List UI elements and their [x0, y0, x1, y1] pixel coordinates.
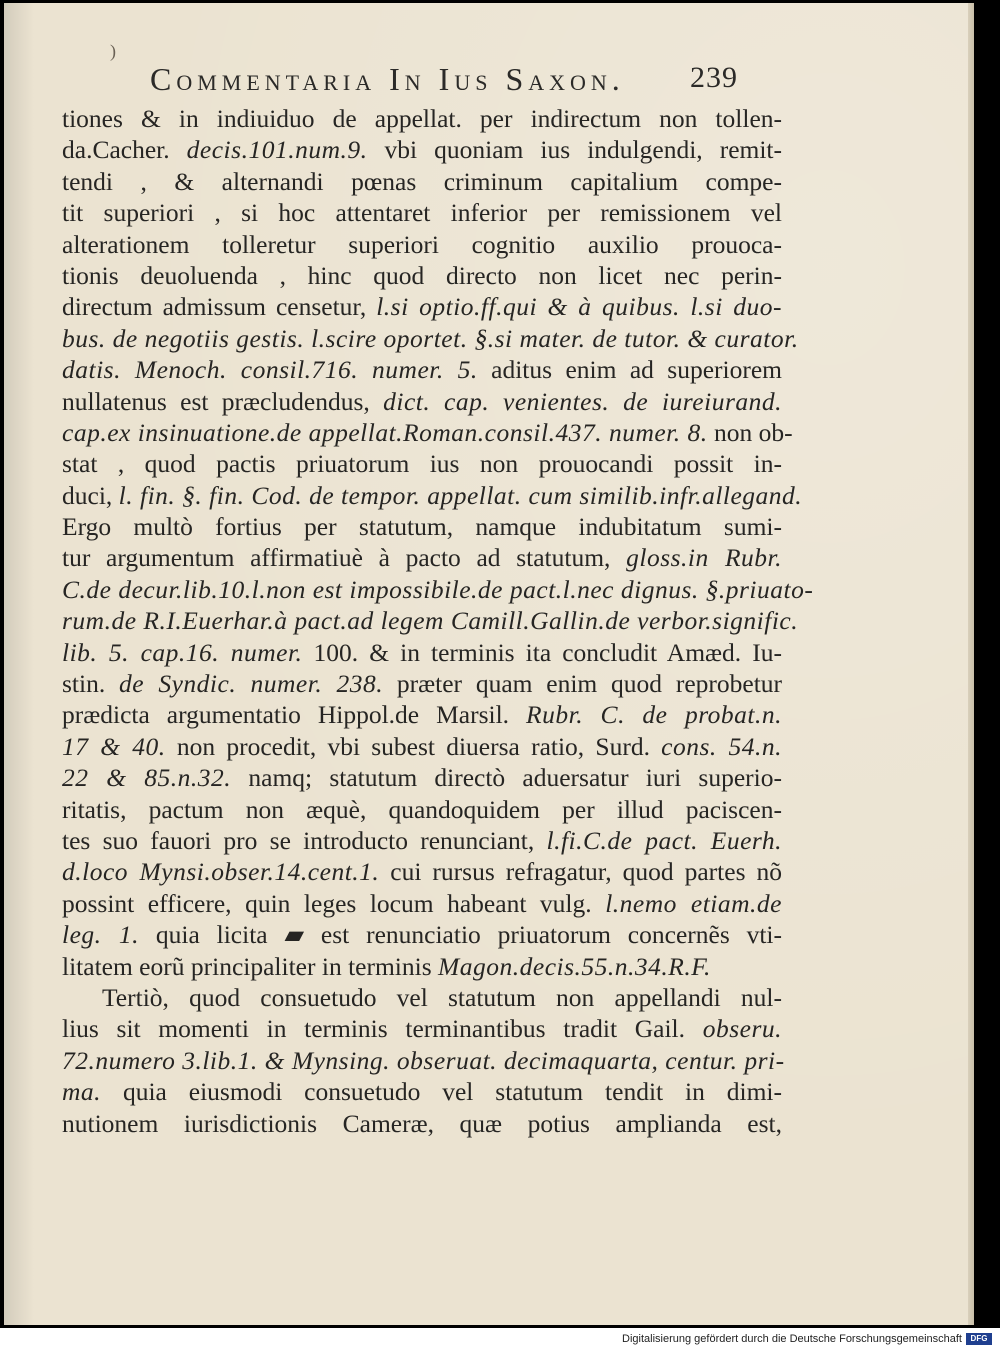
text-segment: prædicta argumentatio Hippol.de Marsil. [62, 700, 510, 730]
text-segment: tionis deuoluenda , hinc quod directo non licet nec perin- [62, 260, 782, 290]
citation-italic: lib. 5. cap.16. numer. [62, 637, 303, 667]
citation-italic: 17 & 40. [62, 731, 166, 761]
text-segment: directum admissum censetur, [62, 292, 367, 322]
text-line [62, 103, 782, 134]
text-line [62, 699, 782, 730]
citation-italic: l.fi.C.de pact. Euerh. [546, 825, 783, 855]
fold-mark: ) [110, 41, 116, 61]
text-line [62, 762, 782, 793]
citation-italic: l. fin. §. fin. Cod. de tempor. appellat. cum similib.infr.allegand. [118, 480, 803, 510]
text-line [62, 637, 782, 668]
text-segment: possint efficere, quin leges locum habeant vulg. [62, 888, 592, 918]
text-line [62, 229, 782, 260]
body-text [62, 103, 814, 1139]
citation-italic: dict. cap. venientes. de iureiurand. [383, 386, 782, 416]
text-line [62, 668, 782, 699]
citation-italic: 22 & 85.n.32. [62, 763, 232, 793]
citation-italic: cap.ex insinuatione.de appellat.Roman.consil.437. numer. 8. [62, 417, 708, 447]
text-segment: stin. [62, 669, 106, 699]
running-head [150, 61, 930, 98]
text-segment: 100. & in terminis ita concludit Amæd. Iu- [313, 637, 782, 667]
text-segment: litatem eorũ principaliter in terminis [62, 951, 432, 981]
page-edge [968, 3, 974, 1325]
text-segment: non ob- [714, 417, 793, 447]
book-page [4, 3, 974, 1325]
text-segment: nutionem iurisdictionis Cameræ, quæ potius amplianda est, [62, 1108, 782, 1138]
text-line [62, 1045, 785, 1076]
text-segment: tur argumentum affirmatiuè à pacto ad statutum, [62, 543, 611, 573]
text-line [62, 511, 782, 542]
text-segment: cui rursus refragatur, quod partes nõ [390, 857, 782, 887]
citation-italic: datis. Menoch. consil.716. numer. 5. [62, 355, 478, 385]
dfg-logo-icon: DFG [966, 1333, 992, 1345]
text-line [62, 951, 782, 982]
text-segment: tiones & in indiuiduo de appellat. per indirectum non tollen- [62, 104, 782, 133]
text-segment: da.Cacher. [62, 135, 170, 165]
text-line [62, 291, 782, 322]
text-segment: quia eiusmodi consuetudo vel statutum tendit in dimi- [122, 1077, 783, 1107]
text-segment: tes suo fauori pro se introducto renunciant, [62, 825, 535, 855]
text-line [62, 197, 782, 228]
text-line [62, 417, 793, 448]
text-segment: lius sit momenti in terminis terminantibus tradit Gail. [62, 1014, 686, 1044]
text-line [62, 574, 814, 605]
text-line [62, 448, 782, 479]
text-segment: aditus enim ad superiorem [491, 355, 782, 385]
text-line [62, 166, 782, 197]
text-segment: namq; statutum directò aduersatur iuri superio- [248, 763, 782, 793]
text-line [62, 134, 782, 165]
citation-italic: gloss.in Rubr. [626, 543, 782, 573]
text-line [62, 323, 799, 354]
citation-italic: l.si optio.ff.qui & à quibus. l.si duo- [376, 292, 782, 322]
text-segment: tendi , & alternandi pœnas criminum capitalium compe- [62, 166, 782, 196]
text-line [62, 982, 782, 1013]
text-segment: quia licita ▰ est renunciatio priuatorum concernẽs vti- [155, 920, 783, 950]
citation-italic: bus. de negotiis gestis. l.scire oportet. §.si mater. de tutor. & curator. [62, 323, 799, 353]
text-line [62, 354, 782, 385]
citation-italic: de Syndic. numer. 238. [119, 669, 384, 699]
text-segment: ritatis, pactum non æquè, quandoquidem per illud paciscen- [62, 794, 782, 824]
text-line [62, 1108, 782, 1139]
citation-italic: decis.101.num.9. [186, 135, 368, 165]
citation-italic: C.de decur.lib.10.l.non est impossibile.de pact.l.nec dignus. §.priuato- [62, 574, 814, 604]
text-line [62, 731, 782, 762]
text-segment: tit superiori , si hoc attentaret inferior per remissionem vel [62, 198, 782, 228]
text-segment: vbi quoniam ius indulgendi, remit- [384, 135, 783, 165]
text-line [62, 825, 782, 856]
citation-italic: Magon.decis.55.n.34.R.F. [438, 951, 711, 981]
text-line [62, 542, 782, 573]
text-line [62, 919, 782, 950]
text-segment: non procedit, vbi subest diuersa ratio, Surd. [176, 731, 650, 761]
text-segment: nullatenus est præcludendus, [62, 386, 370, 416]
citation-italic: l.nemo etiam.de [605, 888, 783, 918]
text-line [62, 260, 782, 291]
text-line [62, 605, 799, 636]
text-segment: stat , quod pactis priuatorum ius non prouocandi possit in- [62, 449, 782, 479]
citation-italic: rum.de R.I.Euerhar.à pact.ad legem Camill.Gallin.de verbor.signific. [62, 606, 799, 636]
text-line [62, 856, 782, 887]
citation-italic: obseru. [702, 1014, 782, 1044]
text-segment: duci, [62, 480, 113, 510]
text-line [62, 386, 782, 417]
citation-italic: 72.numero 3.lib.1. & Mynsing. obseruat. decimaquarta, centur. pri- [62, 1045, 785, 1075]
page-number: 239 [690, 61, 738, 94]
citation-italic: leg. 1. [62, 920, 140, 950]
citation-italic: cons. 54.n. [661, 731, 783, 761]
footer-credit-text: Digitalisierung gefördert durch die Deutsche Forschungsgemeinschaft [622, 1333, 962, 1345]
citation-italic: Rubr. C. de probat.n. [526, 700, 783, 730]
text-line [62, 480, 803, 511]
text-segment: Tertiò, quod consuetudo vel statutum non appellandi nul- [102, 982, 782, 1012]
citation-italic: ma. [62, 1077, 102, 1107]
text-segment: Ergo multò fortius per statutum, namque indubitatum sumi- [62, 512, 782, 542]
text-line [62, 794, 782, 825]
text-line [62, 1076, 782, 1107]
text-segment: alterationem tolleretur superiori cognitio auxilio prouoca- [62, 229, 782, 259]
running-head-title: Commentaria In Ius Saxon. [150, 61, 625, 97]
text-line [62, 888, 782, 919]
text-line [62, 1013, 782, 1044]
citation-italic: d.loco Mynsi.obser.14.cent.1. [62, 857, 380, 887]
text-segment: præter quam enim quod reprobetur [396, 669, 783, 699]
footer-credit-bar [0, 1331, 1000, 1349]
